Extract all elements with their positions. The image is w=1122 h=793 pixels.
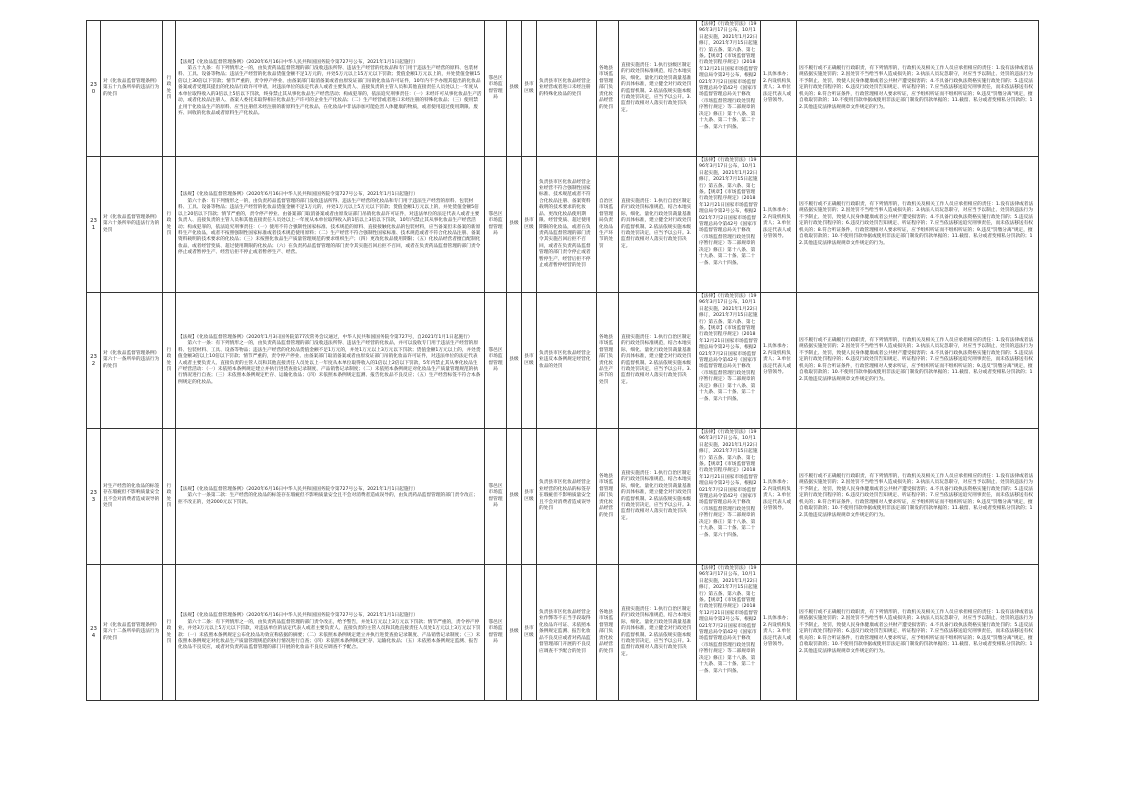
category-cell [163,429,176,565]
level-cell [507,565,522,701]
no-text: 232 [90,354,97,367]
law-text: 【法律】《行政处罚法》（1996年3月17日公布，10月1日起实施，2021年1月22日修订，2021年7月15日起施行）第五条、第六条、第七条。【规章】《市场监督管理行政处罚程序规定》（2018年12月21日国家市场监督管理总局令第2号公布，根据2021年7月2日国家市场监督管理总局令第42号《国家市场监督管理总局关于修改〈市场监督管理行政处罚程序暂行规定〉等二部规章的决定》修正）第十八条、第十九条、第二十条、第二十一条、第六十四条。 [699,566,758,674]
row-number [87,293,101,429]
basis-title-text: 【法规】《化妆品监督管理条例》（2020年6月16日中华人民共和国国务院令第727号公布，2021年1月1日起施行） [178,59,418,65]
responsibility-cell [619,21,697,157]
level-text: 县级 [509,629,519,635]
legal-basis-cell [176,565,485,701]
item-text: 对《化妆品监督管理条例》第六十二条所举的违法行为的处罚 [103,622,160,641]
law-basis-cell [697,429,761,565]
no-text: 233 [90,490,97,503]
law-text: 【法律】《行政处罚法》（1996年3月17日公布，10月1日起实施，2021年1月22日修订，2021年7月15日起施行）第五条、第六条、第七条。【规章】《市场监督管理行政处罚程序规定》（2018年12月21日国家市场监督管理总局令第2号公布，根据2021年7月2日国家市场监督管理总局令第42号《国家市场监督管理总局关于修改〈市场监督管理行政处罚程序暂行规定〉等二部规章的决定》修正）第十八条、第十九条、第二十条、第二十一条、第六十四条。 [699,430,758,538]
proc-text: 1.具体承办；2.内设机构负责人；3.单位法定代表人或分管领导。 [763,344,792,376]
category-text: 行政处罚 [166,483,172,508]
subject-cell [597,565,619,701]
row-number [87,21,101,157]
subject-cell [597,293,619,429]
basis-body-text: 第五十九条：有下列情形之一的，由负责药品监督管理的部门没收违法所得、违法生产经营的化妆品和专门用于违法生产经营的原料、包装材料、工具、设备等物品；违法生产经营的化妆品货值金额不足1万元的，并处5万元以上15万元以下罚款；货值金额1万元以上的，并处货值金额15倍以上30倍以下罚款；情节严重的，责令停产停业、由备案部门取消备案或者由原发证部门吊销化妆品许可证件，10年内不予办理其提出的化妆品备案或者受理其提出的化妆品行政许可申请，对违法单位的法定代表人或者主要负责人、直接负责的主管人员和其他直接责任人员处以上一年度从本单位取得收入的3倍以上5倍以下罚款，终身禁止其从事化妆品生产经营活动；构成犯罪的，依法追究刑事责任：（一）未经许可从事化妆品生产活动，或者化妆品注册人、备案人委托未取得相应化妆品生产许可的企业生产化妆品；（二）生产经营或者进口未经注册的特殊化妆品；（三）使用禁止用于化妆品生产的原料、应当注册但未经注册的新原料生产化妆品，在化妆品中非法添加可能危害人体健康的物质，或者使用超过使用期限、废弃、回收的化妆品或者原料生产化妆品。 [178,66,482,116]
level-cell [507,21,522,157]
accountability-text: 因不履行或不正确履行行政职责，有下列情形的，行政机关及相关工作人员应承担相应的责任：1.没有法律或者法规依据实施处罚的；2.因处罚不当给当事人造成损失的；3.执法人员玩忽职守，对应当予以制止、处罚的违法行为不予制止、处罚，致使人民身体健康或者公共财产遭受损害的；4.不具备行政执法资格实施行政处罚的；5.违反法定的行政处罚程序的；6.违反行政处罚告知规定、听证程序的；7.应当依法移送追究刑事责任，而未依法移送有权机关的；8.符合听证条件，行政管理相对人要求听证，应予组织听证而不组织听证的；9.违反"罚缴分离"规定，擅自收取罚款的；10.不使用罚款单据或使用非法定部门制发的罚款单据的；11.截留、私分或者变相私分罚款的；12.其他违反法律法规规章文件规定的行为。 [799,66,1034,110]
duty-cell [537,429,597,565]
basis-body-text: 第六十一条：有下列情形之一的，由负责药品监督管理的部门没收违法所得、违法生产经营的化妆品，并可以没收专门用于违法生产经营的原料、包装材料、工具、设备等物品；违法生产经营的化妆品货值金额不足1万元的，并处1万元以上3万元以下罚款；货值金额1万元以上的，并处货值金额3倍以上10倍以下罚款；情节严重的，责令停产停业、由备案部门取消备案或者由原发证部门吊销化妆品许可证件，对违法单位的法定代表人或者主要负责人、直接负责的主管人员和其他直接责任人员处以上一年度从本单位取得收入的1倍以上2倍以下罚款，5年内禁止其从事化妆品生产经营活动：（一）未依照本条例规定建立并执行进货查验记录制度、产品销售记录制度；（二）未依照本条例规定对化妆品生产质量管理规范的执行情况进行自查；（三）未依照本条例规定贮存、运输化妆品；（四）未依照本条例规定监测、报告化妆品不良反应；（五）生产经营标签不符合本条例规定的化妆品。 [178,341,481,385]
resp-text: 直接实施责任：1.执行县级区制定的行政处罚标准规范，结合本地实际，细化、量化行政处罚裁量基准的具体标准，建立健全对行政处罚的监督机制。2.依法依规实施本级行政处罚决定，应当予以公开。3.监督行政相对人落实行政处罚决定。 [621,62,692,113]
dept-text: 鄠邑区市场监督管理局 [488,619,503,644]
item-name-cell [101,157,163,293]
item-text: 对《化妆品监督管理条例》第六十条所举的违法行为的处罚 [103,214,160,233]
procedure-cell [761,157,797,293]
category-cell [163,157,176,293]
subject-cell [597,21,619,157]
no-text: 234 [90,626,97,639]
table-row [87,21,1039,157]
table-row [87,157,1039,293]
duty-text: 负责县市区化妆品经营企业经营的化妆品的标签存在瑕疵但不影响质量安全且不会对消费者造成误导的处罚 [539,480,591,512]
subject-cell [597,429,619,565]
proc-text: 1.具体承办；2.内设机构负责人；3.单位法定代表人或分管领导。 [763,72,792,104]
category-cell [163,565,176,701]
duty-text: 负责县市区化妆品经营企业经营或者进口未经注册的特殊化妆品的处罚 [539,78,591,97]
document-sheet [86,20,1038,701]
category-text: 行政处罚 [166,619,172,644]
level-cell [507,157,522,293]
item-name-cell [101,21,163,157]
no-text: 231 [90,218,97,231]
procedure-cell [761,21,797,157]
level-text: 县级 [509,221,519,227]
item-name-cell [101,429,163,565]
subject-text: 各地县市场监督管理部门负责化妆品生产环节的处罚 [599,334,614,385]
accountability-text: 因不履行或不正确履行行政职责，有下列情形的，行政机关及相关工作人员应承担相应的责任：1.没有法律或者法规依据实施处罚的；2.因处罚不当给当事人造成损失的；3.执法人员玩忽职守，对应当予以制止、处罚的违法行为不予制止、处罚，致使人民身体健康或者公共财产遭受损害的；4.不具备行政执法资格实施行政处罚的；5.违反法定的行政处罚程序的；6.违反行政处罚告知规定、听证程序的；7.应当依法移送追究刑事责任，而未依法移送有权机关的；8.符合听证条件，行政管理相对人要求听证，应予组织听证而不组织听证的；9.违反"罚缴分离"规定，擅自收取罚款的；10.不使用罚款单据或使用非法定部门制发的罚款单据的；11.截留、私分或者变相私分罚款的；12.其他违反法律法规规章文件规定的行为。 [799,202,1034,246]
proc-text: 1.具体承办；2.内设机构负责人；3.单位法定代表人或分管领导。 [763,616,792,648]
level-text: 县级 [509,357,519,363]
resp-text: 直接实施责任：1.执行自治区制定的行政处罚标准规范，结合本地实际，细化、量化行政处罚裁量基准的具体标准，建立健全对行政处罚的监督机制。2.依法依规实施本级行政处罚决定，应当予以公开。3.监督行政相对人落实行政处罚决定。 [621,606,692,657]
category-text: 行政处罚 [166,211,172,236]
department-cell [485,565,507,701]
basis-body-text: 第六十一条第二款：生产经营的化妆品的标签存在瑕疵但不影响质量安全且不会对消费者造成误导的，由负责药品监督管理的部门责令改正；拒不改正的，处2000元以下罚款。 [178,493,479,505]
responsibility-cell [619,429,697,565]
responsibility-table [86,20,1039,701]
resp-text: 直接实施责任：1.执行自治区制定的行政处罚标准规范，结合本地实际，细化、量化行政处罚裁量基准的具体标准，建立健全对行政处罚的监督机制。2.依法依规实施本级行政处罚决定，应当予以公开。3.监督行政相对人落实行政处罚决定。 [621,198,692,249]
category-cell [163,21,176,157]
department-cell [485,429,507,565]
responsibility-cell [619,293,697,429]
scope-cell [522,21,537,157]
subject-text: 各地县市场监督管理部门负责化妆品经营的处罚 [599,474,614,518]
law-basis-cell [697,21,761,157]
duty-cell [537,565,597,701]
scope-cell [522,293,537,429]
accountability-cell [797,565,1039,701]
accountability-text: 因不履行或不正确履行行政职责，有下列情形的，行政机关及相关工作人员应承担相应的责任：1.没有法律或者法规依据实施处罚的；2.因处罚不当给当事人造成损失的；3.执法人员玩忽职守，对应当予以制止、处罚的违法行为不予制止、处罚，致使人民身体健康或者公共财产遭受损害的；4.不具备行政执法资格实施行政处罚的；5.违反法定的行政处罚程序的；6.违反行政处罚告知规定、听证程序的；7.应当依法移送追究刑事责任，而未依法移送有权机关的；8.符合听证条件，行政管理相对人要求听证，应予组织听证而不组织听证的；9.违反"罚缴分离"规定，擅自收取罚款的；10.不使用罚款单据或使用非法定部门制发的罚款单据的；11.截留、私分或者变相私分罚款的；12.其他违反法律法规规章文件规定的行为。 [799,610,1034,654]
law-basis-cell [697,157,761,293]
legal-basis-cell [176,293,485,429]
proc-text: 1.具体承办；2.内设机构负责人；3.单位法定代表人或分管领导。 [763,480,792,512]
duty-cell [537,21,597,157]
level-cell [507,429,522,565]
law-basis-cell [697,565,761,701]
resp-text: 直接实施责任：1.执行自治区制定的行政处罚标准规范，结合本地实际，细化、量化行政处罚裁量基准的具体标准，建立健全对行政处罚的监督机制。2.依法依规实施本级行政处罚决定，应当予以公开。3.监督行政相对人落实行政处罚决定。 [621,334,692,385]
resp-text: 直接实施责任：1.执行自治区制定的行政处罚标准规范，结合本地实际，细化、量化行政处罚裁量基准的具体标准，建立健全对行政处罚的监督机制。2.依法依规实施本级行政处罚决定，应当予以公开。3.监督行政相对人落实行政处罚决定。 [621,470,692,521]
duty-text: 负责县市区化妆品经营企业作弊等不正当手段取得化妆品许可证、未依照本条例规定监测、报告化妆品不良反应或者对药品监督管理部门开展的不良反应调查不予配合的处罚 [539,610,591,654]
subject-text: 自治区市场监督管理局负责化妆品生产环节的处罚 [599,198,614,249]
responsibility-cell [619,157,697,293]
department-cell [485,293,507,429]
basis-title-text: 【法规】《化妆品监督管理条例》（2020年6月16日中华人民共和国国务院令第727号公布，2021年1月1日起施行） [178,486,418,492]
dept-text: 鄠邑区市场监督管理局 [488,483,503,508]
scope-cell [522,429,537,565]
law-text: 【法律】《行政处罚法》（1996年3月17日公布，10月1日起实施，2021年1月22日修订，2021年7月15日起施行）第五条、第六条、第七条。【规章】《市场监督管理行政处罚程序规定》（2018年12月21日国家市场监督管理总局令第2号公布，根据2021年7月2日国家市场监督管理总局令第42号《国家市场监督管理总局关于修改〈市场监督管理行政处罚程序暂行规定〉等二部规章的决定》修正）第十八条、第十九条、第二十条、第二十一条、第六十四条。 [699,158,758,266]
level-text: 县级 [509,493,519,499]
scope-text: 县市区级 [524,82,534,94]
dept-text: 鄠邑区市场监督管理局 [488,75,503,100]
proc-text: 1.具体承办；2.内设机构负责人；3.单位法定代表人或分管领导。 [763,208,792,240]
category-text: 行政处罚 [166,347,172,372]
subject-cell [597,157,619,293]
scope-cell [522,565,537,701]
procedure-cell [761,293,797,429]
no-text: 230 [90,82,97,95]
basis-title-text: 【法规】《化妆品监督管理条例》（2020年6月16日中华人民共和国国务院令第727号公布，2021年1月1日起施行） [178,613,418,619]
legal-basis-cell [176,21,485,157]
procedure-cell [761,429,797,565]
legal-basis-cell [176,157,485,293]
row-number [87,429,101,565]
accountability-text: 因不履行或不正确履行行政职责，有下列情形的，行政机关及相关工作人员应承担相应的责任：1.没有法律或者法规依据实施处罚的；2.因处罚不当给当事人造成损失的；3.执法人员玩忽职守，对应当予以制止、处罚的违法行为不予制止、处罚，致使人民身体健康或者公共财产遭受损害的；4.不具备行政执法资格实施行政处罚的；5.违反法定的行政处罚程序的；6.违反行政处罚告知规定、听证程序的；7.应当依法移送追究刑事责任，而未依法移送有权机关的；8.符合听证条件，行政管理相对人要求听证，应予组织听证而不组织听证的；9.违反"罚缴分离"规定，擅自收取罚款的；10.不使用罚款单据或使用非法定部门制发的罚款单据的；11.截留、私分或者变相私分罚款的；12.其他违反法律法规规章文件规定的行为。 [799,338,1034,382]
department-cell [485,157,507,293]
category-text: 行政处罚 [166,75,172,100]
law-basis-cell [697,293,761,429]
row-number [87,565,101,701]
level-cell [507,293,522,429]
basis-body-text: 第六十条：有下列情形之一的，由负责药品监督管理的部门没收违法所得、违法生产经营的化妆品和专门用于违法生产经营的原料、包装材料、工具、设备等物品；违法生产经营的化妆品货值金额不足1万元的，并处1万元以上5万元以下罚款；货值金额1万元以上的，并处货值金额5倍以上20倍以下罚款；情节严重的，责令停产停业、由备案部门取消备案或者由原发证部门吊销化妆品许可证件，对违法单位的法定代表人或者主要负责人、直接负责的主管人员和其他直接责任人员处以上一年度从本单位取得收入的1倍以上3倍以下罚款，10年内禁止其从事化妆品生产经营活动；构成犯罪的，依法追究刑事责任：（一）使用不符合强制性国家标准、技术规范的原料、直接接触化妆品的包装材料，应当备案但未备案的新原料生产化妆品，或者不按照强制性国家标准或者技术规范使用原料；（二）生产经营不符合强制性国家标准、技术规范或者不符合化妆品注册、备案资料载明的技术要求的化妆品；（三）未按照化妆品生产质量管理规范的要求组织生产；（四）更改化妆品使用期限；（五）化妆品经营者擅自配制化妆品，或者经营变质、超过使用期限的化妆品；（六）在负责药品监督管理的部门责令其实施召回后拒不召回，或者在负责药品监督管理的部门责令停止或者暂停生产、经营后拒不停止或者暂停生产、经营。 [178,198,481,256]
item-text: 对《化妆品监督管理条例》第五十九条所举的违法行为的处罚 [103,78,160,97]
scope-text: 县市区级 [524,354,534,366]
dept-text: 鄠邑区市场监督管理局 [488,347,503,372]
accountability-cell [797,429,1039,565]
accountability-cell [797,293,1039,429]
item-name-cell [101,565,163,701]
law-text: 【法律】《行政处罚法》（1996年3月17日公布，10月1日起实施，2021年1月22日修订，2021年7月15日起施行）第五条、第六条、第七条。【规章】《市场监督管理行政处罚程序规定》（2018年12月21日国家市场监督管理总局令第2号公布，根据2021年7月2日国家市场监督管理总局令第42号《国家市场监督管理总局关于修改〈市场监督管理行政处罚程序暂行规定〉等二部规章的决定》修正）第十八条、第十九条、第二十条、第二十一条、第六十四条。 [699,22,758,130]
table-row [87,565,1039,701]
basis-title-text: 【法规】《化妆品监督管理条例》（2020年6月16日中华人民共和国国务院令第727号公布，2021年1月1日起施行） [178,192,418,198]
scope-text: 县市区级 [524,626,534,638]
item-text: 对生产经营的化妆品的标签存在瑕疵但不影响质量安全且不会对消费者造成误导的处罚 [103,483,160,508]
procedure-cell [761,565,797,701]
law-text: 【法律】《行政处罚法》（1996年3月17日公布，10月1日起实施，2021年1月22日修订，2021年7月15日起施行）第五条、第六条、第七条。【规章】《市场监督管理行政处罚程序规定》（2018年12月21日国家市场监督管理总局令第2号公布，根据2021年7月2日国家市场监督管理总局令第42号《国家市场监督管理总局关于修改〈市场监督管理行政处罚程序暂行规定〉等二部规章的决定》修正）第十八条、第十九条、第二十条、第二十一条、第六十四条。 [699,294,758,402]
duty-cell [537,293,597,429]
accountability-cell [797,21,1039,157]
accountability-cell [797,157,1039,293]
subject-text: 各地县市场监督管理部门负责化妆品经营的处罚 [599,610,614,654]
item-name-cell [101,293,163,429]
department-cell [485,21,507,157]
legal-basis-cell [176,429,485,565]
scope-text: 县市区级 [524,218,534,230]
table-row [87,429,1039,565]
table-row [87,293,1039,429]
subject-text: 各地县市场监督管理部门负责化妆品经营的处罚 [599,66,614,110]
duty-text: 负责县市区化妆品经营企业经营不符合强制性国家标准、技术规范或者不符合化妆品注册、备案资料载明的技术要求的化妆品、更改化妆品使用期限、经营变质、超过使用期限的化妆品，或者在负责药品监督管理的部门责令其实施召回后拒不召回，或者在负责药品监督管理的部门责令停止或者暂停生产、经营后拒不停止或者暂停经营的处罚 [539,179,591,268]
accountability-text: 因不履行或不正确履行行政职责，有下列情形的，行政机关及相关工作人员应承担相应的责任：1.没有法律或者法规依据实施处罚的；2.因处罚不当给当事人造成损失的；3.执法人员玩忽职守，对应当予以制止、处罚的违法行为不予制止、处罚，致使人民身体健康或者公共财产遭受损害的；4.不具备行政执法资格实施行政处罚的；5.违反法定的行政处罚程序的；6.违反行政处罚告知规定、听证程序的；7.应当依法移送追究刑事责任，而未依法移送有权机关的；8.符合听证条件，行政管理相对人要求听证，应予组织听证而不组织听证的；9.违反"罚缴分离"规定，擅自收取罚款的；10.不使用罚款单据或使用非法定部门制发的罚款单据的；11.截留、私分或者变相私分罚款的；12.其他违反法律法规规章文件规定的行为。 [799,474,1034,518]
item-text: 对《化妆品监督管理条例》第六十一条所举的违法行为的处罚 [103,350,160,369]
scope-text: 县市区级 [524,490,534,502]
duty-cell [537,157,597,293]
basis-body-text: 第六十二条：有下列情形之一的，由负责药品监督管理的部门责令改正，给予警告，并处1万元以上3万元以下罚款；情节严重的，责令停产停业，并处3万元以上5万元以下罚款，对违法单位的法定代表人或者主要负责人、直接负责的主管人员和其他直接责任人员处1万元以上3万元以下罚款：（一）未依照本条例规定公布化妆品功效宣称依据的摘要；（二）未依照本条例规定建立并执行进货查验记录制度、产品销售记录制度；（三）未依照本条例规定对化妆品生产质量管理规范的执行情况进行自查；（四）未依照本条例规定贮存、运输化妆品；（五）未依照本条例规定监测、报告化妆品不良反应，或者对负责药品监督管理的部门开展的化妆品不良反应调查不予配合。 [178,619,481,651]
dept-text: 鄠邑区市场监督管理局 [488,211,503,236]
level-text: 县级 [509,85,519,91]
category-cell [163,293,176,429]
row-number [87,157,101,293]
responsibility-cell [619,565,697,701]
duty-text: 负责县市区化妆品经营企业违反本条例规定经营化妆品的处罚 [539,350,591,369]
scope-cell [522,157,537,293]
basis-title-text: 【法规】《化妆品监督管理条例》（2020年1月3日国务院第77次常务会议通过，中华人民共和国国务院令第727号，自2021年1月1日起施行） [178,334,473,340]
